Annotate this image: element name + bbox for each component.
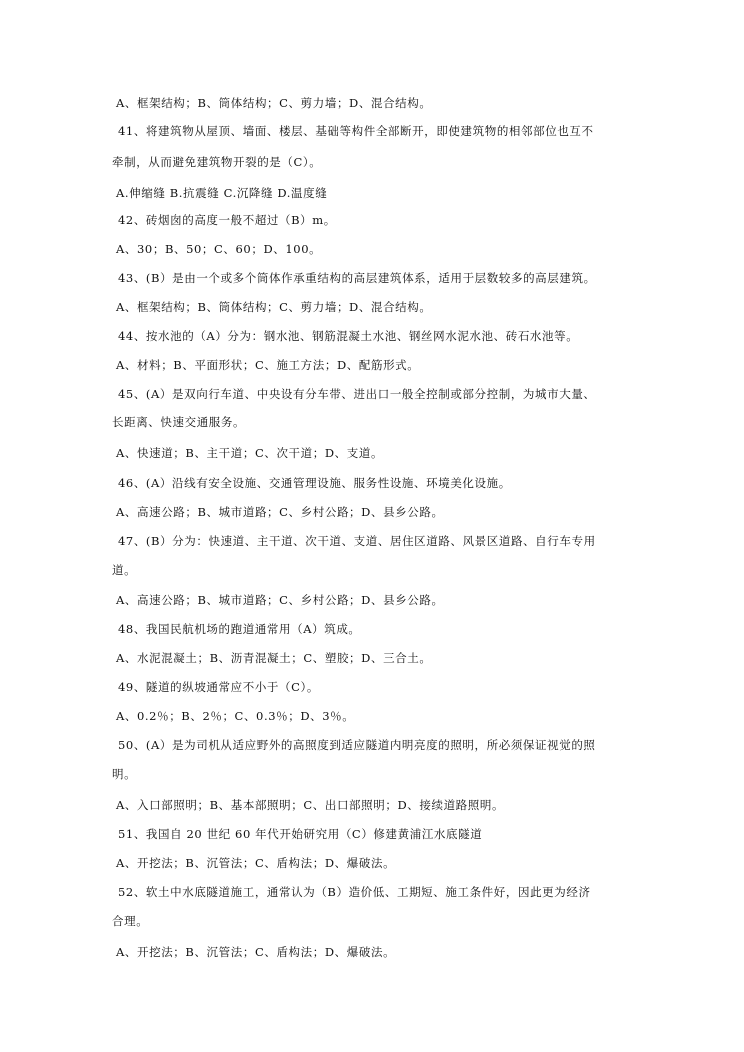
options-43: A、框架结构；B、筒体结构；C、剪力墙；D、混合结构。 [116,300,432,314]
options-52: A、开挖法；B、沉管法；C、盾构法；D、爆破法。 [116,945,396,959]
options-44: A、材料；B、平面形状；C、施工方法；D、配筋形式。 [116,358,420,372]
question-47-continued: 道。 [112,563,137,577]
question-44: 44、按水池的（A）分为：钢水池、钢筋混凝土水池、钢丝网水泥水池、砖石水池等。 [118,329,579,343]
question-42: 42、砖烟囱的高度一般不超过（B）m。 [118,213,336,227]
question-48: 48、我国民航机场的跑道通常用（A）筑成。 [118,622,361,636]
question-47: 47、(B）分为：快速道、主干道、次干道、支道、居住区道路、风景区道路、自行车专用 [118,534,596,548]
question-43: 43、(B）是由一个或多个筒体作承重结构的高层建筑体系，适用于层数较多的高层建筑。 [118,271,596,285]
options-42: A、30；B、50；C、60；D、100。 [116,242,322,256]
question-46: 46、(A）沿线有安全设施、交通管理设施、服务性设施、环境美化设施。 [118,476,511,490]
options-45: A、快速道；B、主干道；C、次干道；D、支道。 [116,446,384,460]
question-41: 41、将建筑物从屋顶、墙面、楼层、基础等构件全部断开，即使建筑物的相邻部位也互不 [118,124,594,138]
options-46: A、高速公路；B、城市道路；C、乡村公路；D、县乡公路。 [116,505,444,519]
question-41-continued: 牵制，从而避免建筑物开裂的是（C）。 [112,155,322,169]
question-45: 45、(A）是双向行车道、中央设有分车带、进出口一般全控制或部分控制，为城市大量、 [118,387,596,401]
question-52: 52、软土中水底隧道施工，通常认为（B）造价低、工期短、施工条件好，因此更为经济 [118,885,591,899]
question-52-continued: 合理。 [112,914,149,928]
question-50-continued: 明。 [112,767,137,781]
question-50: 50、(A）是为司机从适应野外的高照度到适应隧道内明亮度的照明，所必须保证视觉的照 [118,738,596,752]
options-49: A、0.2％；B、2％；C、0.3％；D、3％。 [116,709,355,723]
options-51: A、开挖法；B、沉管法；C、盾构法；D、爆破法。 [116,856,396,870]
options-47: A、高速公路；B、城市道路；C、乡村公路；D、县乡公路。 [116,593,444,607]
question-49: 49、隧道的纵坡通常应不小于（C）。 [118,680,319,694]
question-45-continued: 长距离、快速交通服务。 [112,415,246,429]
options-line: A、框架结构；B、筒体结构；C、剪力墙；D、混合结构。 [116,96,432,110]
options-48: A、水泥混凝土；B、沥青混凝土；C、塑胶；D、三合土。 [116,651,432,665]
options-41: A.伸缩缝 B.抗震缝 C.沉降缝 D.温度缝 [116,186,328,200]
options-50: A、入口部照明；B、基本部照明；C、出口部照明；D、接续道路照明。 [116,798,505,812]
question-51: 51、我国自 20 世纪 60 年代开始研究用（C）修建黄浦江水底隧道 [118,827,483,841]
